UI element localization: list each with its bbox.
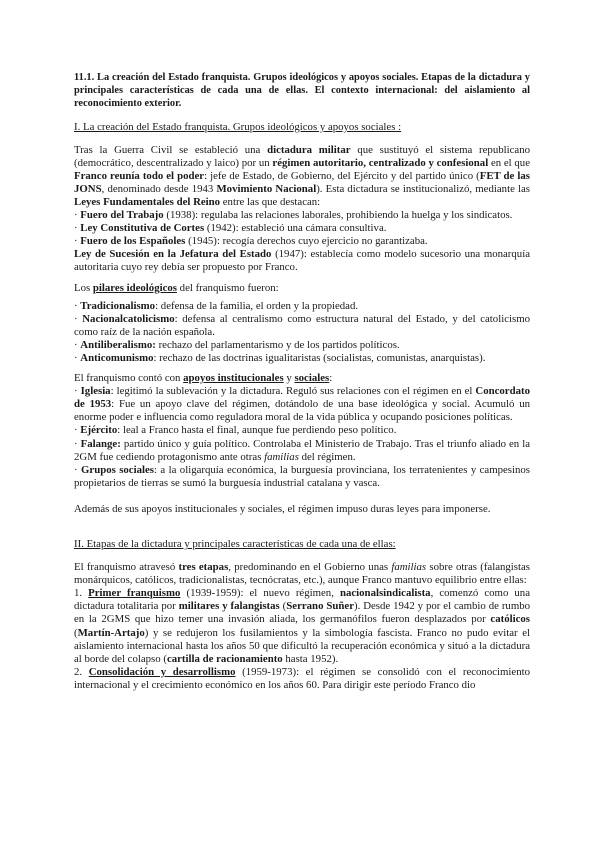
- intro-paragraph: Tras la Guerra Civil se estableció una dictadura militar que sustituyó el sistema republicano (democrático, descentralizado y laico) por un régimen autoritario, centralizado y confesional en el que Franco reunía todo el poder: jefe de Estado, de Gobierno, del Ejército y del partido único (FET de las JONS, denominado desde 1943 Movimiento Nacional). Esta dictadura se institucionalizó, mediante las Leyes Fundamentales del Reino entre las que destacan:: [74, 143, 531, 208]
- pillar-item: · Anticomunismo: rechazo de las doctrinas igualitaristas (socialistas, comunistas, anarquistas).: [74, 352, 486, 365]
- supports-intro: El franquismo contó con apoyos institucionales y sociales:: [74, 372, 333, 385]
- law-item: · Ley Constitutiva de Cortes (1942): estableció una cámara consultiva.: [74, 222, 387, 235]
- stage-2: 2. Consolidación y desarrollismo (1959-1973): el régimen se consolidó con el reconocimiento internacional y el crecimiento económico en los años 60. Para dirigir este período Franco dio: [74, 665, 530, 691]
- document-title: 11.1. La creación del Estado franquista. Grupos ideológicos y apoyos sociales. Etapas de la dictadura y principales características de cada una de ellas. El contexto internacional: del aislamiento al reconocimiento exterior.: [74, 72, 530, 110]
- law-item: Ley de Sucesión en la Jefatura del Estado (1947): establecía como modelo sucesorio una monarquía autoritaria cuyo rey debía ser propuesto por Franco.: [74, 248, 530, 274]
- support-falange: · Falange: partido único y guía político. Controlaba el Ministerio de Trabajo. Tras el triunfo aliado en la 2GM fue cediendo protagonismo ante otras familias del régimen.: [74, 437, 530, 463]
- pillar-item: · Tradicionalismo: defensa de la familia, el orden y la propiedad.: [74, 299, 359, 312]
- pillars-intro: Los pilares ideológicos del franquismo fueron:: [74, 281, 279, 294]
- stages-intro: El franquismo atravesó tres etapas, predominando en el Gobierno unas familias sobre otras (falangistas monárquicos, católicos, tradicionalistas, tecnócratas, etc.), aunque Franco mantuvo equilibrio entre ellas:: [74, 561, 530, 587]
- pillar-item: · Nacionalcatolicismo: defensa al centralismo como estructura natural del Estado, y del catolicismo como raíz de la nación española.: [74, 312, 530, 338]
- pillar-item: · Antiliberalismo: rechazo del parlamentarismo y de los partidos políticos.: [74, 338, 400, 351]
- law-item: · Fuero de los Españoles (1945): recogía derechos cuyo ejercicio no garantizaba.: [74, 235, 428, 248]
- closing-paragraph: Además de sus apoyos institucionales y sociales, el régimen impuso duras leyes para imponerse.: [74, 502, 491, 515]
- support-ejercito: · Ejército: leal a Franco hasta el final, aunque fue perdiendo peso político.: [74, 424, 397, 437]
- support-grupos: · Grupos sociales: a la oligarquía económica, la burguesía provinciana, los terratenientes y campesinos propietarios de tierras se sumó la burguesía industrial catalana y vasca.: [74, 463, 530, 489]
- section-2-heading: II. Etapas de la dictadura y principales características de cada una de ellas:: [74, 538, 396, 551]
- support-iglesia: · Iglesia: legitimó la sublevación y la dictadura. Reguló sus relaciones con el régimen en el Concordato de 1953: Fue un apoyo clave del régimen, dotándolo de una base ideológica y social. Acumuló un enorme poder e influencia como reguladora moral de la vida pública y ocupando posiciones políticas.: [74, 385, 531, 424]
- law-item: · Fuero del Trabajo (1938): regulaba las relaciones laborales, prohibiendo la huelga y los sindicatos.: [74, 209, 513, 222]
- section-1-heading: I. La creación del Estado franquista. Grupos ideológicos y apoyos sociales :: [74, 120, 402, 133]
- stage-1: 1. Primer franquismo (1939-1959): el nuevo régimen, nacionalsindicalista, comenzó como una dictadura totalitaria por militares y falangistas (Serrano Suñer). Desde 1942 y por el cambio de rumbo en la 2GMS que hizo temer una invasión aliada, los germanófilos fueron desplazados por católicos (Martín-Artajo) y se redujeron los fusilamientos y la simbología fascista. Franco no pudo evitar el aislamiento internacional hasta los años 50 que dificultó la recuperación económica y situó a la dictadura al borde del colapso (cartilla de racionamiento hasta 1952).: [74, 587, 531, 665]
- document-page: [74, 71, 530, 692]
